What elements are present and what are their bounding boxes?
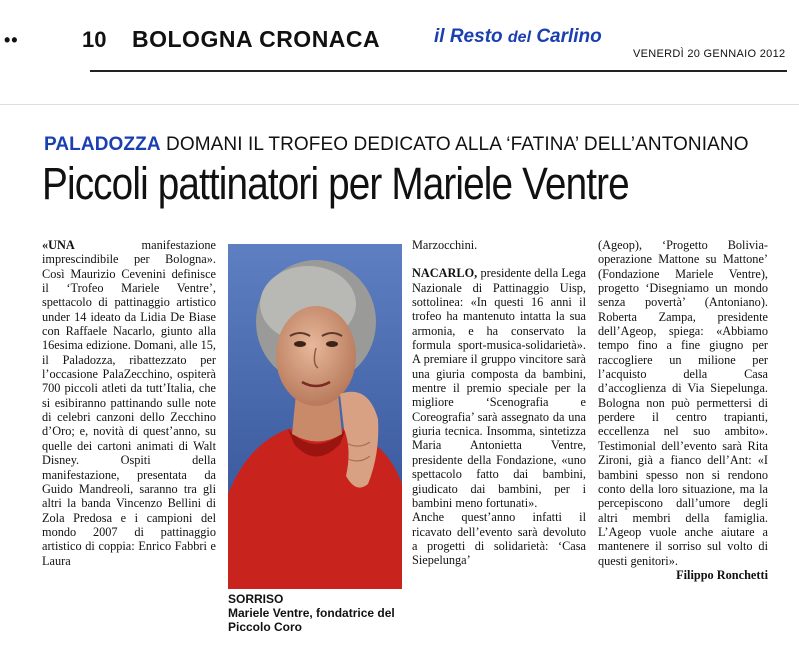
section-title: BOLOGNA CRONACA <box>132 26 381 52</box>
author-signature: Filippo Ronchetti <box>676 567 768 582</box>
column-1-lead: «UNA <box>42 238 75 252</box>
masthead-rule <box>90 70 787 72</box>
kicker-text: DOMANI IL TROFEO DEDICATO ALLA ‘FATINA’ DELL’ANTONIANO <box>160 134 749 155</box>
page-dots: •• <box>4 30 19 50</box>
column-1-body: manifestazione imprescindibile per Bologna». Così Maurizio Cevenini definisce il ‘Trofeo Mariele Ventre’, spettacolo di pattinaggio artistico under 14 ideato da Lidia De Biase con Raffaele Nacarlo, giunto alla 16esima edizione. Domani, alle 15, il Paladozza, ribattezzato per l’occasione PalaZecchino, ospiterà 700 piccoli atleti da tutt’Italia, che si esibiranno pattinando sulle note di celebri canzoni dello Zecchino d’Oro; e, novità di quest’anno, su quelle dei cartoni animati di Walt Disney. Ospiti della manifestazione, presentata da Guido Mandreoli, saranno tra gli altri la banda Vincenzo Bellini di Zola Predosa e i campioni del mondo 2007 di pattinaggio artistico di coppia: Enrico Fabbri e Laura <box>42 238 216 568</box>
photo-caption <box>228 592 408 634</box>
article-column-4 <box>598 238 768 582</box>
issue-date: VENERDÌ 20 GENNAIO 2012 <box>633 48 786 60</box>
article-column-3 <box>412 238 586 568</box>
page-number: 10 <box>82 27 107 52</box>
logo-part-1: il Resto <box>434 26 503 47</box>
caption-text: Mariele Ventre, fondatrice del Piccolo Coro <box>228 606 395 634</box>
page-fold-line <box>0 104 799 105</box>
portrait-illustration <box>228 244 402 589</box>
article-kicker <box>44 134 749 156</box>
column-3-body: presidente della Lega Nazionale di Pattinaggio Uisp, sottolinea: «In questi 16 anni il trofeo ha mantenuto intatta la sua armonia, e ha conservato la formula sport-musica-solidarietà». A premiare il gruppo vincitore sarà una giuria composta da bambini, mentre il premio speciale per la migliore ‘Scenografia e Coreografia’ sarà assegnato da una giuria tecnica. Insomma, sintetizza Maria Antonietta Ventre, presidente della Fondazione, «uno spettacolo fatto dai bambini, giudicato dai bambini, per i bambini meno fortunati». <box>412 266 586 510</box>
column-3-lead: NACARLO, <box>412 266 478 281</box>
portrait-photo <box>228 244 402 589</box>
logo-part-3: Carlino <box>536 26 602 47</box>
column-3-body-2: Anche quest’anno infatti il ricavato dell’evento sarà devoluto a progetti di solidarietà: ‘Casa Siepelunga’ <box>412 510 586 568</box>
newspaper-logo <box>434 26 602 48</box>
column-3-top: Marzocchini. <box>412 238 478 252</box>
article-column-1 <box>42 238 216 568</box>
article-headline: Piccoli pattinatori per Mariele Ventre <box>42 158 629 209</box>
column-4-body: (Ageop), ‘Progetto Bolivia-operazione Mattone su Mattone’ (Fondazione Mariele Ventre), progetto ‘Disegniamo un mondo senza povertà’ (Antoniano). Roberta Zampa, presidente dell’Ageop, spiega: «Abbiamo tempo fino a fine giugno per raccogliere un milione per l’acquisto della Casa d’accoglienza di Via Siepelunga. Bologna non può permettersi di perdere il centro trapianti, eccellenza nel suo ambito». Testimonial dell’evento sarà Rita Zironi, già a fianco dell’Ant: «I bambini spesso non si rendono conto della loro situazione, ma la percepiscono dall’umore degli altri membri della famiglia. L’Ageop vuole anche aiutare a mantenere il sorriso sul volto di questi genitori». <box>598 238 768 568</box>
logo-part-2: del <box>507 29 532 46</box>
kicker-tag: PALADOZZA <box>44 134 161 155</box>
caption-title: SORRISO <box>228 592 284 606</box>
